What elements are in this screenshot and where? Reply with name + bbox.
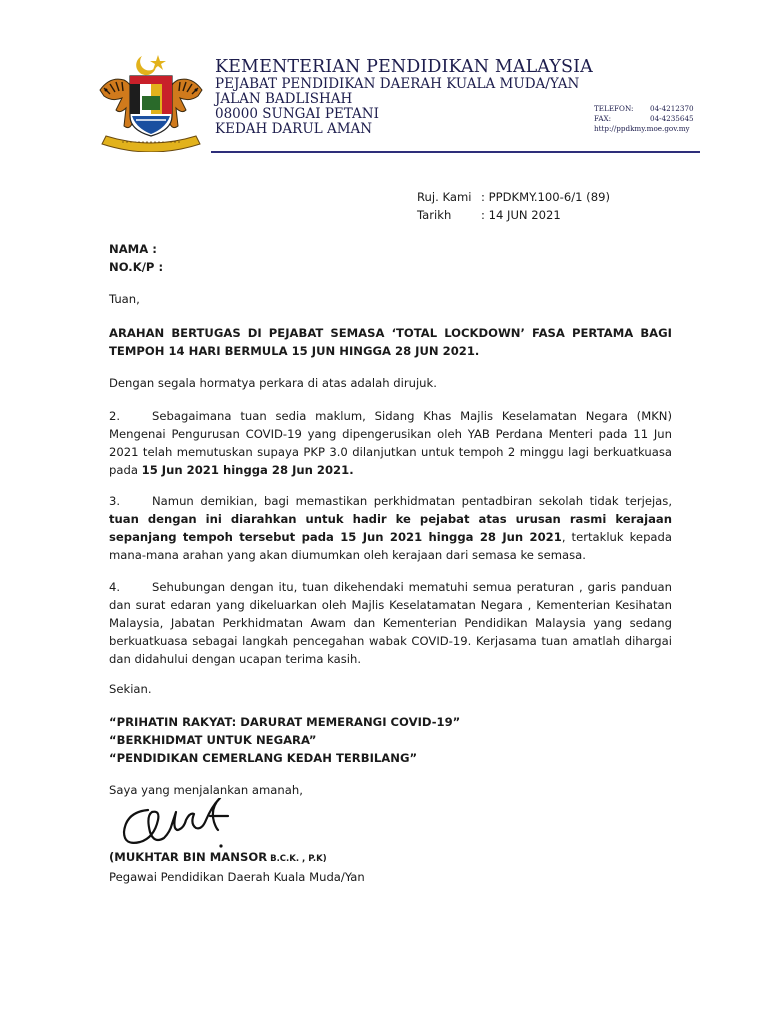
paragraph-3-number: 3.: [109, 494, 121, 508]
signatory-honorifics: B.C.K. , P.K): [267, 854, 327, 864]
malaysia-coat-of-arms-icon: [92, 52, 210, 152]
slogan-3: “PENDIDIKAN CEMERLANG KEDAH TERBILANG”: [109, 751, 418, 765]
opening-line: Dengan segala hormatya perkara di atas adalah dirujuk.: [109, 376, 437, 390]
org-name: KEMENTERIAN PENDIDIKAN MALAYSIA: [215, 57, 593, 77]
slogan-1: “PRIHATIN RAKYAT: DARURAT MEMERANGI COVID-19”: [109, 715, 461, 729]
signatory-block: [109, 848, 672, 886]
organization-block: [215, 58, 593, 137]
contact-block: [594, 104, 694, 134]
reference-block: [417, 188, 610, 224]
recipient-name-field: NAMA :: [109, 242, 157, 256]
address-line-3: KEDAH DARUL AMAN: [215, 121, 373, 137]
reference-row: [417, 188, 610, 206]
address-line-1: JALAN BADLISHAH: [215, 91, 353, 107]
paragraph-4-number: 4.: [109, 580, 121, 594]
letterhead: [0, 0, 768, 160]
date-value: : 14 JUN 2021: [481, 208, 561, 222]
letter-subject: ARAHAN BERTUGAS DI PEJABAT SEMASA ‘TOTAL LOCKDOWN’ FASA PERTAMA BAGI TEMPOH 14 HARI BERMULA 15 JUN HINGGA 28 JUN 2021.: [109, 326, 672, 358]
recipient-ic-field: NO.K/P :: [109, 260, 164, 274]
paragraph-2-bold: 15 Jun 2021 hingga 28 Jun 2021.: [141, 463, 354, 477]
signatory-name: (MUKHTAR BIN MANSOR: [109, 850, 268, 864]
closing: Sekian.: [109, 682, 152, 696]
slogans-block: [109, 713, 672, 767]
fax-row: [594, 114, 694, 124]
fax-label: FAX:: [594, 114, 612, 123]
paragraph-4-text: Sehubungan dengan itu, tuan dikehendaki mematuhi semua peraturan , garis panduan dan surat edaran yang dikeluarkan oleh Majlis Keselatamatan Negara , Kementerian Kesihatan Malaysia, Jabatan Perkhidmatan Awam dan Kementerian Pendidikan Malaysia yang sedang berkuatkuasa sebagai langkah pencegahan wabak COVID-19. Kerjasama tuan amatlah dihargai dan didahului dengan ucapan terima kasih.: [109, 580, 672, 666]
signatory-name-line: [109, 848, 672, 868]
paragraph-3-text-1: Namun demikian, bagi memastikan perkhidmatan pentadbiran sekolah tidak terjejas,: [152, 494, 672, 508]
website: http://ppdkmy.moe.gov.my: [594, 124, 690, 133]
recipient-block: [109, 240, 672, 276]
paragraph-3-bold: tuan dengan ini diarahkan untuk hadir ke pejabat atas urusan rasmi kerajaan sepanjang tempoh tersebut pada 15 Jun 2021 hingga 28 Jun 2021: [109, 512, 672, 544]
letterhead-divider: [211, 151, 700, 153]
reference-value: : PPDKMY.100-6/1 (89): [481, 190, 610, 204]
paragraph-2: [109, 407, 672, 479]
paragraph-3: [109, 492, 672, 564]
date-label: Tarikh: [417, 208, 452, 222]
telephone-row: [594, 104, 694, 114]
signatory-title: Pegawai Pendidikan Daerah Kuala Muda/Yan: [109, 870, 365, 884]
fax-value: 04-4235645: [650, 114, 694, 123]
slogan-2: “BERKHIDMAT UNTUK NEGARA”: [109, 733, 317, 747]
office-name: PEJABAT PENDIDIKAN DAERAH KUALA MUDA/YAN: [215, 76, 580, 92]
telephone-value: 04-4212370: [650, 104, 694, 113]
paragraph-4: [109, 578, 672, 668]
reference-label: Ruj. Kami: [417, 190, 472, 204]
paragraph-2-number: 2.: [109, 409, 121, 423]
salutation: Tuan,: [109, 292, 140, 306]
address-line-2: 08000 SUNGAI PETANI: [215, 106, 379, 122]
sign-off: Saya yang menjalankan amanah,: [109, 783, 303, 797]
paragraph-3-text-2: , tertakluk kepada mana-mana arahan yang akan diumumkan oleh kerajaan dari semasa ke semasa.: [109, 530, 672, 562]
date-row: [417, 206, 610, 224]
telephone-label: TELEFON:: [594, 104, 634, 113]
paragraph-2-text: Sebagaimana tuan sedia maklum, Sidang Khas Majlis Keselamatan Negara (MKN) Mengenai Pengurusan COVID-19 yang dipengerusikan oleh YAB Perdana Menteri pada 11 Jun 2021 telah memutuskan supaya PKP 3.0 dilanjutkan untuk tempoh 2 minggu lagi berkuatkuasa pada: [109, 409, 672, 477]
signature-image: [118, 798, 248, 853]
